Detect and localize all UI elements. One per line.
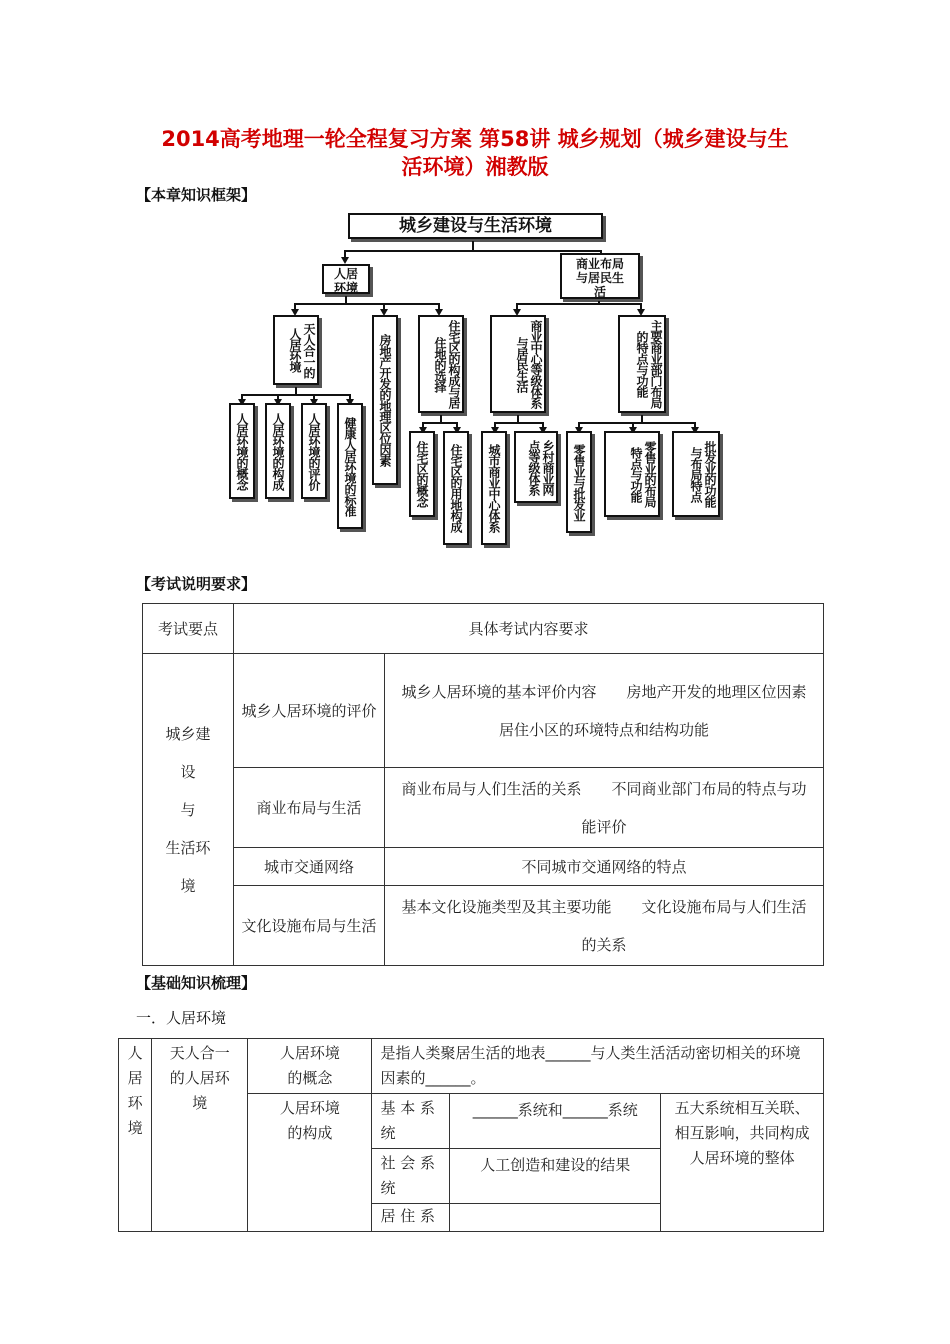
diagram-node-commerce: 商业布局与居民生活: [560, 253, 640, 299]
diagram-node-commercial-center: 商业中心等级体系与居民生活: [490, 315, 546, 413]
exam-main-topic-line: 设: [180, 762, 196, 781]
exam-content-cell: 城乡人居环境的基本评价内容 房地产开发的地理区位因素 居住小区的环境特点和结构功能: [385, 654, 824, 768]
exam-requirements-table: [142, 603, 824, 966]
exam-main-topic: [143, 654, 234, 966]
diagram-node-residential: 住宅区的构成与居住地的选择: [418, 315, 464, 413]
exam-content-cell: 商业布局与人们生活的关系 不同商业部门布局的特点与功能评价: [385, 768, 824, 848]
exam-topic-cell: 文化设施布局与生活: [234, 886, 385, 966]
subsection-title: 一．人居环境: [136, 1009, 227, 1027]
diagram-root: 城乡建设与生活环境: [348, 213, 603, 239]
basic-concept-label: 人居环境的概念: [248, 1039, 372, 1094]
section-framework-heading: 【本章知识框架】: [136, 186, 257, 204]
diagram-leaf-healthy-standard: 健康人居环境的标准: [337, 403, 363, 529]
diagram-leaf-concept: 人居环境的概念: [229, 403, 255, 499]
basic-system-label: 基 本 系统: [372, 1094, 450, 1149]
diagram-leaf-city-center-system: 城市商业中心体系: [481, 431, 507, 545]
diagram-leaf-rural-outlets: 乡村商业网点等级体系: [514, 431, 558, 503]
exam-header-left: 考试要点: [143, 604, 234, 654]
diagram-leaf-residential-concept: 住宅区的概念: [409, 431, 435, 517]
basic-system-label: 居 住 系: [372, 1204, 450, 1232]
diagram-leaf-residential-land: 住宅区的用地构成: [443, 431, 469, 545]
knowledge-framework-diagram: [226, 210, 726, 550]
exam-content-cell: 基本文化设施类型及其主要功能 文化设施布局与人们生活的关系: [385, 886, 824, 966]
diagram-leaf-retail-layout: 零售业的布局特点与功能: [604, 431, 660, 517]
diagram-leaf-evaluation: 人居环境的评价: [301, 403, 327, 499]
diagram-leaf-wholesale-function: 批发业的功能与布局特点: [672, 431, 720, 517]
diagram-node-harmony: 天人合一的人居环境: [273, 315, 319, 385]
section-basic-heading: 【基础知识梳理】: [136, 974, 257, 992]
basic-col-harmony: 天人合一的人居环境: [152, 1039, 248, 1232]
diagram-node-real-estate: 房地产开发的地理区位因素: [372, 315, 398, 485]
exam-topic-cell: 商业布局与生活: [234, 768, 385, 848]
basic-system-text: [450, 1204, 661, 1232]
basic-system-text: ______系统和______系统: [450, 1094, 661, 1149]
document-title-line-2: 活环境）湘教版: [401, 155, 549, 179]
exam-main-topic-line: 与: [180, 800, 196, 819]
basic-col-human-settlement: 人居环境: [119, 1039, 152, 1232]
basic-structure-label: 人居环境的构成: [248, 1094, 372, 1232]
exam-main-topic-line: 境: [180, 876, 196, 895]
basic-systems-note: 五大系统相互关联、相互影响，共同构成人居环境的整体: [661, 1094, 824, 1232]
diagram-leaf-retail-wholesale: 零售业与批发业: [566, 431, 592, 533]
exam-topic-cell: 城市交通网络: [234, 848, 385, 886]
basic-concept-text: 是指人类聚居生活的地表______与人类生活活动密切相关的环境因素的______。: [372, 1039, 824, 1094]
document-title-line-1: 2014高考地理一轮全程复习方案 第58讲 城乡规划（城乡建设与生: [161, 127, 789, 151]
exam-content-cell: 不同城市交通网络的特点: [385, 848, 824, 886]
basic-knowledge-table: [118, 1038, 824, 1232]
section-exam-heading: 【考试说明要求】: [136, 575, 257, 593]
diagram-node-human-settlement: 人居环境: [322, 264, 370, 294]
exam-main-topic-line: 城乡建: [165, 724, 211, 743]
diagram-leaf-structure: 人居环境的构成: [265, 403, 291, 499]
exam-topic-cell: 城乡人居环境的评价: [234, 654, 385, 768]
basic-system-label: 社 会 系统: [372, 1149, 450, 1204]
exam-main-topic-line: 生活环: [165, 838, 211, 857]
diagram-node-commercial-sectors: 主要商业部门布局的特点与功能: [618, 315, 666, 413]
exam-header-right: 具体考试内容要求: [234, 604, 824, 654]
basic-system-text: 人工创造和建设的结果: [450, 1149, 661, 1204]
